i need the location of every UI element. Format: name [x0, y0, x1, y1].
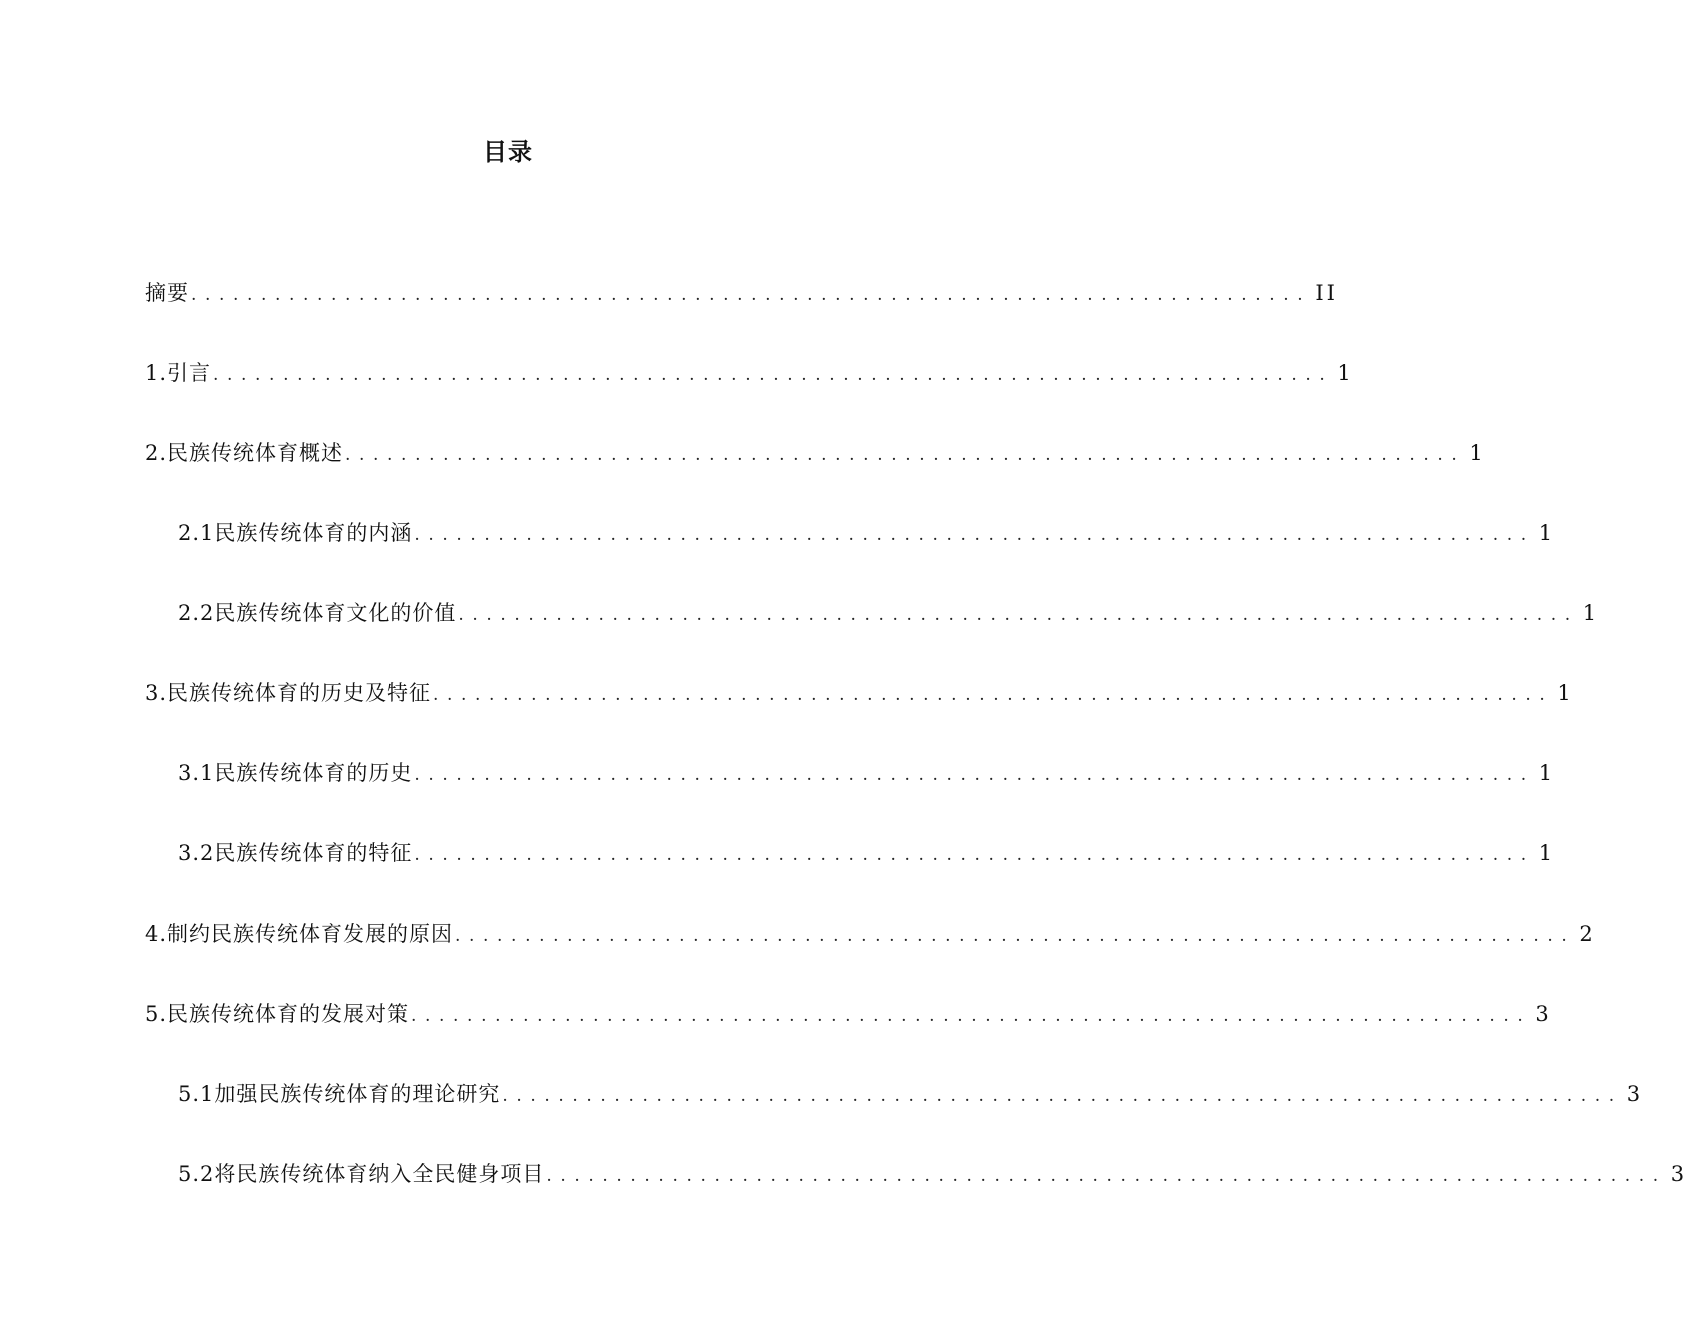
toc-leader-dots: ................................................................................: [213, 365, 1334, 385]
toc-title: 目录: [483, 138, 533, 166]
toc-entry-5-2[interactable]: [178, 1159, 1687, 1189]
toc-entry-2-1[interactable]: [178, 518, 1556, 548]
toc-entry-label: 5.民族传统体育的发展对策: [145, 1002, 410, 1026]
toc-entry-label: 2.2民族传统体育文化的价值: [178, 601, 457, 625]
toc-entry-page: 3: [1670, 1162, 1687, 1186]
toc-leader-dots: ................................................................................: [458, 605, 1579, 625]
toc-entry-label: 5.1加强民族传统体育的理论研究: [178, 1082, 501, 1106]
toc-entry-label: 5.2将民族传统体育纳入全民健身项目: [178, 1162, 545, 1186]
toc-leader-dots: ................................................................................: [502, 1086, 1623, 1106]
toc-leader-dots: ................................................................................: [411, 1006, 1532, 1026]
toc-entry-abstract[interactable]: [145, 278, 1338, 308]
toc-entry-page: 3: [1626, 1082, 1644, 1106]
toc-leader-dots: ................................................................................: [414, 845, 1535, 865]
toc-entry-page: 1: [1337, 361, 1354, 385]
toc-entry-page: 1: [1582, 601, 1600, 625]
toc-entry-3-1[interactable]: [178, 758, 1556, 788]
toc-leader-dots: ................................................................................: [546, 1166, 1667, 1186]
toc-entry-5[interactable]: [145, 999, 1552, 1029]
toc-entry-label: 3.1民族传统体育的历史: [178, 761, 413, 785]
toc-entry-page: 3: [1535, 1002, 1552, 1026]
toc-entry-page: 1: [1557, 681, 1574, 705]
toc-entry-page: 1: [1538, 761, 1556, 785]
toc-entry-page: 1: [1469, 441, 1486, 465]
toc-entry-5-1[interactable]: [178, 1079, 1644, 1109]
toc-leader-dots: ................................................................................: [414, 765, 1535, 785]
toc-entry-page: 2: [1579, 922, 1596, 946]
toc-leader-dots: ................................................................................: [345, 445, 1466, 465]
toc-leader-dots: ................................................................................: [433, 685, 1554, 705]
toc-entry-label: 3.民族传统体育的历史及特征: [145, 681, 432, 705]
toc-entry-2[interactable]: [145, 438, 1486, 468]
toc-entry-page: II: [1315, 281, 1338, 305]
toc-entry-page: 1: [1538, 521, 1556, 545]
toc-leader-dots: ................................................................................: [191, 285, 1312, 305]
toc-entry-3[interactable]: [145, 678, 1574, 708]
toc-leader-dots: ................................................................................: [414, 525, 1535, 545]
toc-entry-label: 2.1民族传统体育的内涵: [178, 521, 413, 545]
toc-entry-label: 4.制约民族传统体育发展的原因: [145, 922, 454, 946]
toc-entry-1[interactable]: [145, 358, 1354, 388]
toc-entry-label: 摘要: [145, 281, 189, 305]
toc-entry-4[interactable]: [145, 919, 1596, 949]
toc-entry-page: 1: [1538, 841, 1556, 865]
toc-entry-3-2[interactable]: [178, 838, 1556, 868]
toc-entry-label: 1.引言: [145, 361, 212, 385]
toc-entry-label: 2.民族传统体育概述: [145, 441, 344, 465]
toc-entry-2-2[interactable]: [178, 598, 1600, 628]
toc-leader-dots: ................................................................................: [455, 926, 1576, 946]
toc-entry-label: 3.2民族传统体育的特征: [178, 841, 413, 865]
